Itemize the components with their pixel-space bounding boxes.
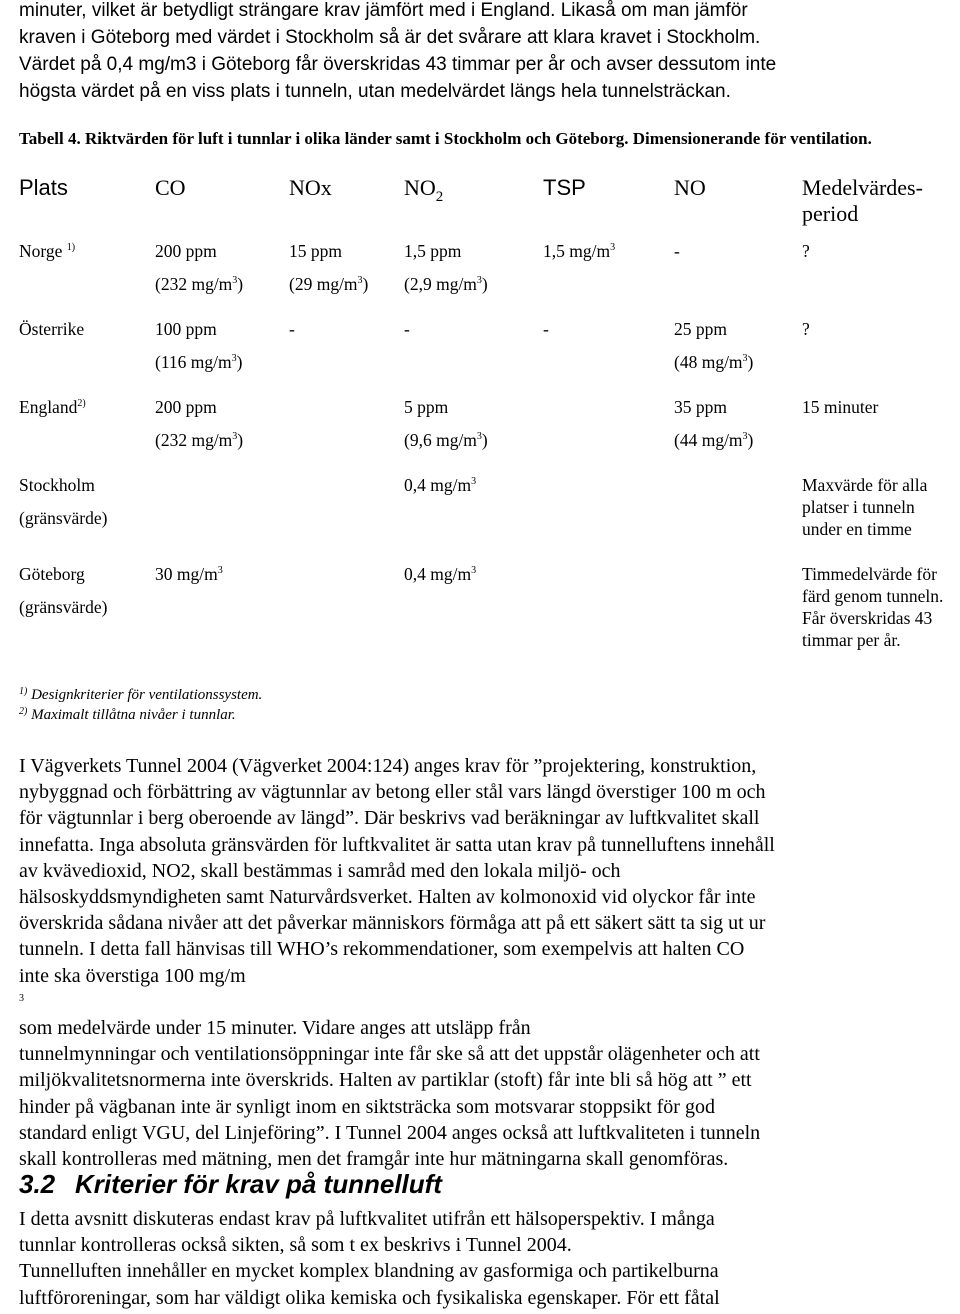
row-osterrike-nox: - <box>289 319 295 339</box>
section-number: 3.2 <box>19 1169 56 1199</box>
body-line-part: inte ska överstiga 100 mg/m <box>19 964 246 987</box>
header-no2 <box>404 175 443 204</box>
row-goteborg-name-note: (gränsvärde) <box>19 597 108 617</box>
row-osterrike-tsp: - <box>543 319 549 339</box>
row-osterrike-no2: - <box>404 319 410 339</box>
body-line: tunnelmynningar och ventilationsöppningar inte får ske så att det uppstår olägenheter och att <box>19 1043 760 1066</box>
unit-sup: 3 <box>232 431 238 442</box>
value-text: 1,5 mg/m <box>543 241 611 261</box>
header-period <box>802 175 923 227</box>
section-line: I detta avsnitt diskuteras endast krav på luftkvalitet utifrån ett hälsoperspektiv. I många <box>19 1208 715 1230</box>
header-co: CO <box>155 175 186 200</box>
row-osterrike-no-mg <box>674 351 753 373</box>
unit-sup: 3 <box>471 476 477 487</box>
footnote-text: Maximalt tillåtna nivåer i tunnlar. <box>31 707 236 723</box>
value-end: ) <box>362 274 369 294</box>
row-england-no-mg <box>674 429 753 451</box>
row-norge-no2-mg <box>404 273 488 295</box>
body-line: av kvävedioxid, NO2, skall bestämmas i samråd med den lokala miljö- och <box>19 859 621 882</box>
row-label: England <box>19 397 78 417</box>
value-text: 30 mg/m <box>155 564 218 584</box>
row-goteborg-co <box>155 563 223 585</box>
footnote-mark: 2) <box>19 706 28 717</box>
row-england-no2-mg <box>404 429 488 451</box>
body-line: hälsoskyddsmyndigheten samt Naturvårdsverket. Halten av kolmonoxid vid olyckor får inte <box>19 886 756 909</box>
row-osterrike-no-ppm: 25 ppm <box>674 319 727 339</box>
intro-line: Värdet på 0,4 mg/m3 i Göteborg får överskridas 43 timmar per år och avser dessutom inte <box>19 54 777 75</box>
value-text: (232 mg/m <box>155 274 233 294</box>
footnote-ref: 1) <box>66 242 76 253</box>
footnote-2 <box>19 706 236 724</box>
footnote-1 <box>19 686 262 704</box>
body-line: överskrida sådana nivåer att det påverkar människors förmåga att på ett säkert sätt ta sig ut ur <box>19 912 766 935</box>
row-osterrike-period: ? <box>802 319 810 339</box>
row-england-no-ppm: 35 ppm <box>674 397 727 417</box>
unit-sup: 3 <box>610 242 616 253</box>
value-end: ) <box>747 352 754 372</box>
row-norge-name <box>19 240 75 262</box>
header-period-line1: Medelvärdes- <box>802 175 923 200</box>
body-line: för vägtunnlar i berg oberoende av längd”. Där beskrivs vad beräkningar av luftkvalitet skall <box>19 807 760 830</box>
value-text: (29 mg/m <box>289 274 358 294</box>
row-osterrike-co-ppm: 100 ppm <box>155 319 217 339</box>
unit-sup: 3 <box>357 275 363 286</box>
value-text: (116 mg/m <box>155 352 232 372</box>
row-norge-period: ? <box>802 241 810 261</box>
unit-sup: 3 <box>742 431 748 442</box>
value-end: ) <box>481 274 488 294</box>
row-england-name <box>19 396 86 418</box>
row-england-co-ppm: 200 ppm <box>155 397 217 417</box>
unit-sup: 3 <box>217 565 223 576</box>
row-norge-nox-mg <box>289 273 368 295</box>
row-norge-nox-ppm: 15 ppm <box>289 241 342 261</box>
section-line: Tunnelluften innehåller en mycket komplex blandning av gasformiga och partikelburna <box>19 1260 719 1283</box>
body-line-part: som medelvärde under 15 minuter. Vidare anges att utsläpp från <box>19 1017 531 1040</box>
value-text: (232 mg/m <box>155 430 233 450</box>
body-line: I Vägverkets Tunnel 2004 (Vägverket 2004:124) anges krav för ”projektering, konstruktion, <box>19 755 757 777</box>
header-period-line2: period <box>802 201 859 226</box>
row-osterrike-co-mg <box>155 351 242 373</box>
value-end: ) <box>747 430 754 450</box>
row-stockholm-name-note: (gränsvärde) <box>19 508 108 528</box>
row-stockholm-name: Stockholm <box>19 475 95 495</box>
intro-line: kraven i Göteborg med värdet i Stockholm så är det svårare att klara kravet i Stockholm. <box>19 27 761 48</box>
value-end: ) <box>237 430 244 450</box>
footnote-text: Designkriterier för ventilationssystem. <box>31 687 263 703</box>
row-stockholm-period: Maxvärde för alla platser i tunneln under en timme <box>802 475 928 539</box>
unit-sup: 3 <box>742 353 748 364</box>
row-england-period: 15 minuter <box>802 397 879 417</box>
intro-line: högsta värdet på en viss plats i tunneln, utan medelvärdet längs hela tunnelsträckan. <box>19 81 731 102</box>
row-label: Norge <box>19 241 63 261</box>
body-line: skall kontrolleras med mätning, men det framgår inte hur mätningarna skall genomföras. <box>19 1148 729 1171</box>
body-line-with-sup <box>19 963 944 1042</box>
row-norge-tsp <box>543 240 615 262</box>
row-england-no2-ppm: 5 ppm <box>404 397 449 417</box>
footnote-ref: 2) <box>77 398 86 409</box>
row-norge-no2-ppm: 1,5 ppm <box>404 241 462 261</box>
value-end: ) <box>481 430 488 450</box>
body-line: nybyggnad och förbättring av vägtunnlar av betong eller stål vars längd överstiger 100 m och <box>19 781 766 804</box>
body-line: tunneln. I detta fall hänvisas till WHO’s rekommendationer, som exempelvis att halten CO <box>19 938 745 961</box>
body-line: hinder på vägbanan inte är synligt inom en siktsträcka som motsvarar stoppsikt för god <box>19 1095 715 1118</box>
header-no: NO <box>674 175 706 200</box>
row-england-co-mg <box>155 429 243 451</box>
section-line: luftföroreningar, som har väldigt olika kemiska och fysikaliska egenskaper. För ett fåtal <box>19 1286 720 1309</box>
section-title: Kriterier för krav på tunnelluft <box>75 1169 442 1199</box>
row-goteborg-no2 <box>404 563 476 585</box>
section-paragraph <box>19 1206 944 1311</box>
row-norge-no: - <box>674 241 680 261</box>
intro-paragraph <box>19 0 944 105</box>
body-line: miljökvalitetsnormerna inte överskrids. Halten av partiklar (stoft) får inte bli så hög att ” ett <box>19 1069 752 1092</box>
row-osterrike-name: Österrike <box>19 319 85 339</box>
value-text: (48 mg/m <box>674 352 743 372</box>
body-paragraph <box>19 753 944 1172</box>
value-text: (2,9 mg/m <box>404 274 477 294</box>
footnote-mark: 1) <box>19 686 28 697</box>
header-tsp: TSP <box>543 175 586 200</box>
value-text: 0,4 mg/m <box>404 564 472 584</box>
intro-line: minuter, vilket är betydligt strängare krav jämfört med i England. Likaså om man jämför <box>19 0 748 21</box>
header-plats: Plats <box>19 175 68 200</box>
row-stockholm-no2 <box>404 474 476 496</box>
section-heading <box>19 1168 442 1200</box>
value-text: (9,6 mg/m <box>404 430 477 450</box>
row-norge-co-ppm: 200 ppm <box>155 241 217 261</box>
header-no2-base: NO <box>404 175 436 200</box>
row-goteborg-name: Göteborg <box>19 564 85 584</box>
unit-sup: 3 <box>231 353 237 364</box>
table-caption: Tabell 4. Riktvärden för luft i tunnlar i olika länder samt i Stockholm och Göteborg. Dimensionerande för ventilation. <box>19 129 872 148</box>
header-no2-sub: 2 <box>435 189 444 205</box>
value-end: ) <box>237 274 244 294</box>
body-line: innefatta. Inga absoluta gränsvärden för luftkvalitet är satta utan krav på tunnelluftens innehåll <box>19 833 775 856</box>
row-goteborg-period: Timmedelvärde för färd genom tunneln. Får överskridas 43 timmar per år. <box>802 564 944 650</box>
value-text: 0,4 mg/m <box>404 475 472 495</box>
unit-sup: 3 <box>471 565 477 576</box>
value-text: (44 mg/m <box>674 430 743 450</box>
body-line: standard enligt VGU, del Linjeföring”. I Tunnel 2004 anges också att luftkvaliteten i tunneln <box>19 1121 761 1144</box>
unit-sup: 3 <box>19 992 24 1004</box>
row-norge-co-mg <box>155 273 243 295</box>
value-end: ) <box>236 352 243 372</box>
unit-sup: 3 <box>232 275 238 286</box>
header-nox: NOx <box>289 175 332 200</box>
section-line: tunnlar kontrolleras också sikten, så som t ex beskrivs i Tunnel 2004. <box>19 1234 572 1257</box>
unit-sup: 3 <box>476 275 482 286</box>
unit-sup: 3 <box>476 431 482 442</box>
